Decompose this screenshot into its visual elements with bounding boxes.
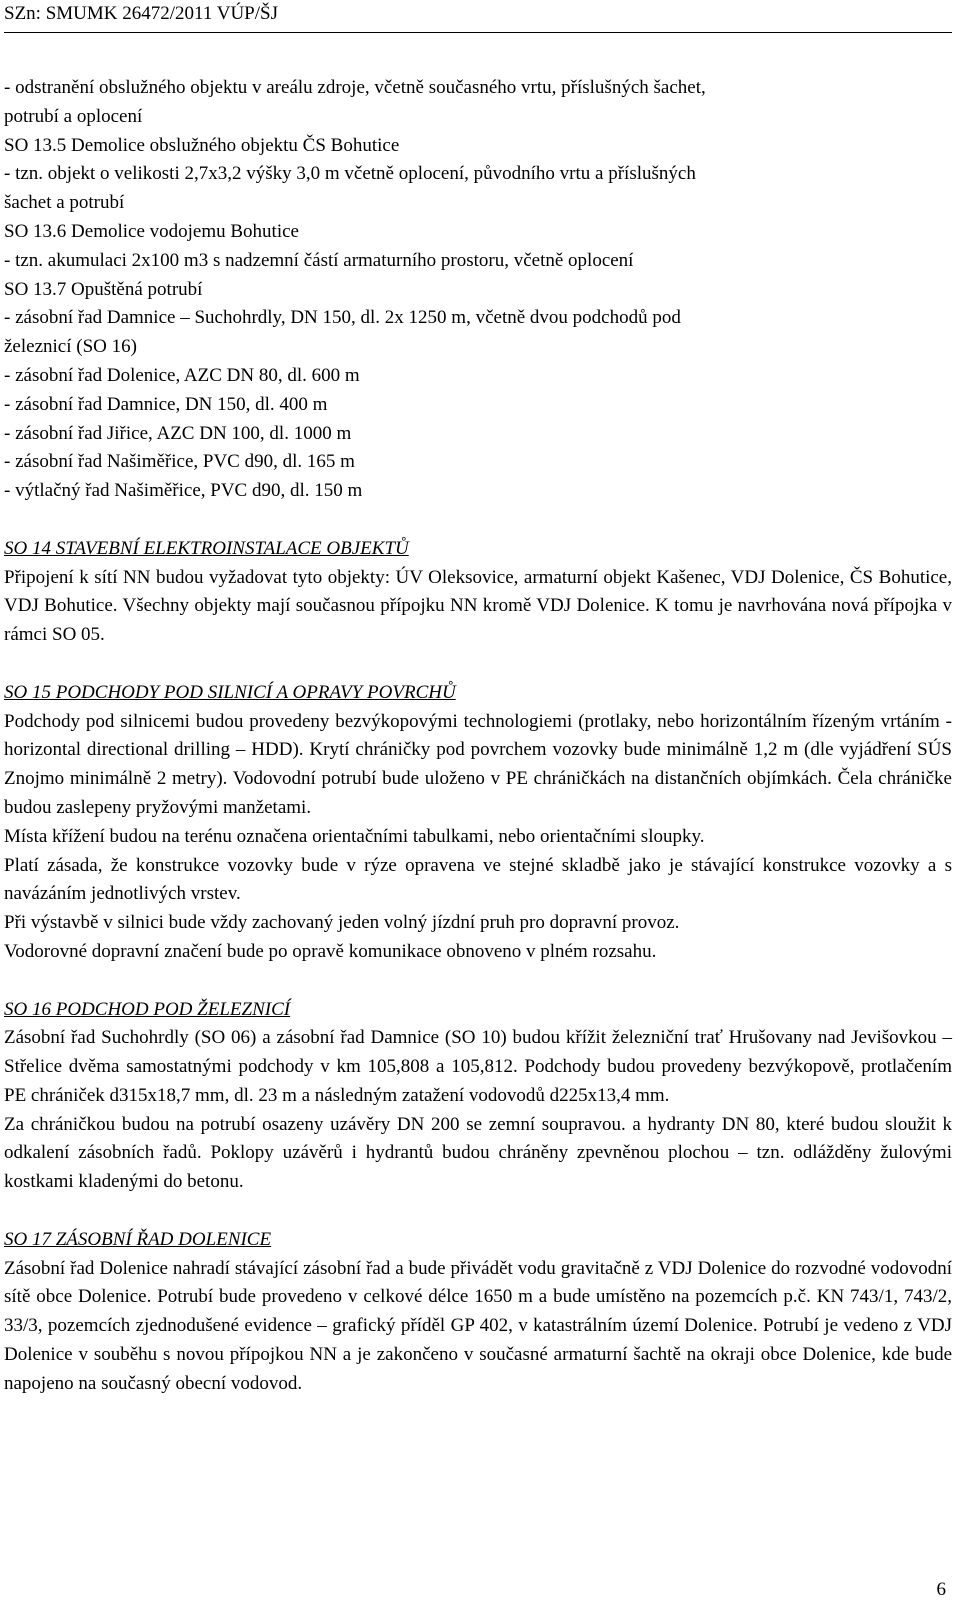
document-header: SZn: SMUMK 26472/2011 VÚP/ŠJ <box>4 3 278 24</box>
text-line: - zásobní řad Damnice, DN 150, dl. 400 m <box>4 393 328 415</box>
text-line: šachet a potrubí <box>4 192 125 214</box>
section-heading-so14: SO 14 STAVEBNÍ ELEKTROINSTALACE OBJEKTŮ <box>4 537 409 559</box>
paragraph: Místa křížení budou na terénu označena orientačními tabulkami, nebo orientačními sloupky. <box>4 825 705 847</box>
header-divider <box>4 32 952 33</box>
text-line: - výtlačný řad Našiměřice, PVC d90, dl. 150 m <box>4 480 363 502</box>
paragraph-gap <box>4 650 952 679</box>
section-heading-so17: SO 17 ZÁSOBNÍ ŘAD DOLENICE <box>4 1228 272 1250</box>
paragraph: Při výstavbě v silnici bude vždy zachovaný jeden volný jízdní pruh pro dopravní provoz. <box>4 912 680 934</box>
text-line: - zásobní řad Jiřice, AZC DN 100, dl. 1000 m <box>4 422 352 444</box>
page-number: 6 <box>936 1579 946 1600</box>
section-heading-so15: SO 15 PODCHODY POD SILNICÍ A OPRAVY POVRCHŮ <box>4 681 456 703</box>
section-heading-so16: SO 16 PODCHOD POD ŽELEZNICÍ <box>4 998 291 1020</box>
text-line: - odstranění obslužného objektu v areálu zdroje, včetně současného vrtu, příslušných šachet, <box>4 77 706 98</box>
text-line: SO 13.6 Demolice vodojemu Bohutice <box>4 220 299 242</box>
text-line: - tzn. akumulaci 2x100 m3 s nadzemní částí armaturního prostoru, včetně oplocení <box>4 249 634 271</box>
text-line: - zásobní řad Našiměřice, PVC d90, dl. 165 m <box>4 451 355 473</box>
text-line: železnicí (SO 16) <box>4 336 137 358</box>
text-line: SO 13.7 Opuštěná potrubí <box>4 278 203 300</box>
text-line: SO 13.5 Demolice obslužného objektu ČS Bohutice <box>4 134 400 156</box>
paragraph-gap <box>4 967 952 996</box>
paragraph: Zásobní řad Suchohrdly (SO 06) a zásobní řad Damnice (SO 10) budou křížit železniční trať Hrušovany nad Jevišovkou – Střelice dvěma samostatnými podchody v km 105,808 a 105,812. Podchody budou provedeny bezvýkopově, protlačením PE chrániček d315x18,7 mm, dl. 23 m a následným zatažení vodovodů d225x13,4 mm. <box>4 1027 952 1106</box>
text-line: - zásobní řad Dolenice, AZC DN 80, dl. 600 m <box>4 364 360 386</box>
document-body <box>4 74 952 1399</box>
text-line: - tzn. objekt o velikosti 2,7x3,2 výšky 3,0 m včetně oplocení, původního vrtu a příslušných <box>4 163 696 185</box>
paragraph: Platí zásada, že konstrukce vozovky bude v rýze opravena ve stejné skladbě jako je stávající konstrukce vozovky a s navázáním jednotlivých vrstev. <box>4 854 952 905</box>
paragraph: Podchody pod silnicemi budou provedeny bezvýkopovými technologiemi (protlaky, nebo horizontálním řízeným vrtáním - horizontal directional drilling – HDD). Krytí chráničky pod povrchem vozovky bude minimálně 1,2 m (dle vyjádření SÚS Znojmo minimálně 2 metry). Vodovodní potrubí bude uloženo v PE chráničkách na distančních objímkách. Čela chráničke budou zaslepeny pryžovými manžetami. <box>4 710 952 818</box>
text-line: potrubí a oplocení <box>4 105 143 127</box>
paragraph: Připojení k sítí NN budou vyžadovat tyto objekty: ÚV Oleksovice, armaturní objekt Kašenec, VDJ Dolenice, ČS Bohutice, VDJ Bohutice. Všechny objekty mají současnou přípojku NN kromě VDJ Dolenice. K tomu je navrhována nová přípojka v rámci SO 05. <box>4 566 952 646</box>
paragraph: Za chráničkou budou na potrubí osazeny uzávěry DN 200 se zemní soupravou. a hydranty DN 80, které budou sloužit k odkalení zásobních řadů. Poklopy uzávěrů i hydrantů budou chráněny zpevněnou plochou – tzn. odlážděny žulovými kostkami kladenými do betonu. <box>4 1113 952 1193</box>
paragraph: Vodorovné dopravní značení bude po opravě komunikace obnoveno v plném rozsahu. <box>4 940 657 962</box>
text-line: - zásobní řad Damnice – Suchohrdly, DN 150, dl. 2x 1250 m, včetně dvou podchodů pod <box>4 307 681 329</box>
paragraph-gap <box>4 506 952 535</box>
paragraph-gap <box>4 1197 952 1226</box>
paragraph: Zásobní řad Dolenice nahradí stávající zásobní řad a bude přivádět vodu gravitačně z VDJ Dolenice do rozvodné vodovodní sítě obce Dolenice. Potrubí bude provedeno v celkové délce 1650 m a bude umístěno na pozemcích p.č. KN 743/1, 743/2, 33/3, pozemcích zjednodušené evidence – grafický příděl GP 402, v katastrálním území Dolenice. Potrubí je vedeno z VDJ Dolenice v souběhu s novou přípojkou NN a je zakončeno v současné armaturní šachtě na okraji obce Dolenice, kde bude napojeno na současný obecní vodovod. <box>4 1257 952 1394</box>
